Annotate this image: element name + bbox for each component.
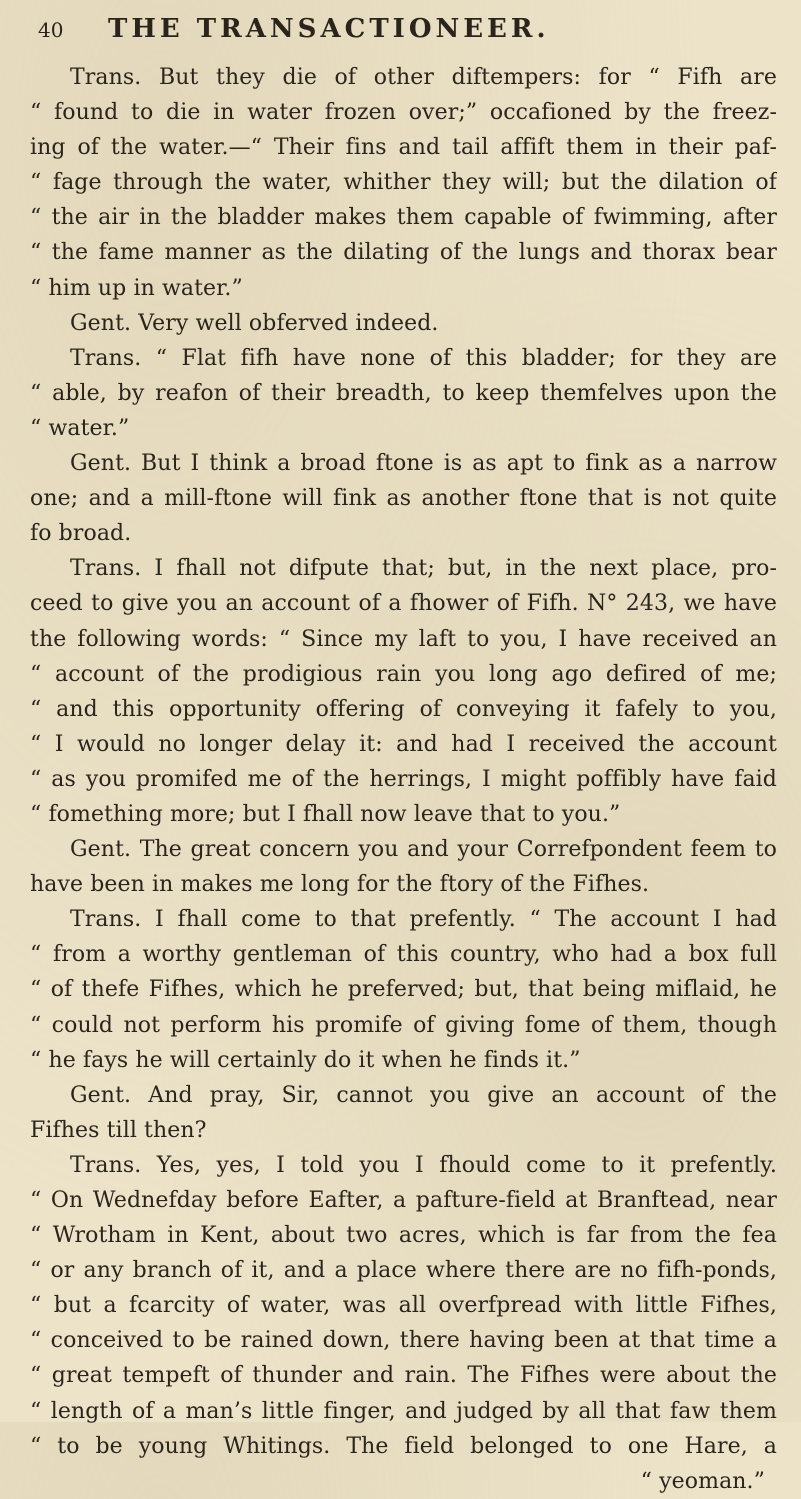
text-line: “ On Wednefday before Eafter, a pafture-field at Branftead, near <box>30 1188 777 1213</box>
text-line: “ I would no longer delay it: and had I received the account <box>30 731 777 757</box>
text-line: “ as you promifed me of the herrings, I might poffibly have faid <box>30 766 777 792</box>
text-line: “ found to die in water frozen over;” occafioned by the freez- <box>30 100 777 126</box>
text-line: “ great tempeft of thunder and rain. The Fifhes were about the <box>30 1363 777 1389</box>
text-line: “ the air in the bladder makes them capable of fwimming, after <box>30 205 777 231</box>
text-line: “ or any branch of it, and a place where there are no fifh-ponds, <box>30 1258 777 1284</box>
text-line: “ but a fcarcity of water, was all overfpread with little Fifhes, <box>30 1293 777 1319</box>
text-line: the following words: “ Since my laft to you, I have received an <box>30 626 777 652</box>
text-line: “ water.” <box>30 415 130 441</box>
text-line: “ conceived to be rained down, there having been at that time a <box>30 1328 777 1354</box>
text-line: Trans. I fhall not difpute that; but, in the next place, pro- <box>70 556 777 582</box>
text-line: Gent. Very well obferved indeed. <box>70 310 439 336</box>
text-line: “ the fame manner as the dilating of the lungs and thorax bear <box>30 240 777 266</box>
text-line: Trans. “ Flat fifh have none of this bladder; for they are <box>70 345 777 371</box>
text-line: “ length of a man’s little finger, and judged by all that faw them <box>30 1398 777 1424</box>
text-line: Trans. I fhall come to that prefently. “ The account I had <box>70 907 777 933</box>
page-number: 40 <box>38 18 64 42</box>
text-line: Trans. Yes, yes, I told you I fhould come to it prefently. <box>70 1152 777 1178</box>
text-line: Gent. The great concern you and your Correfpondent feem to <box>70 837 777 863</box>
text-line: Gent. And pray, Sir, cannot you give an account of the <box>70 1082 777 1108</box>
text-line: ceed to give you an account of a fhower of Fifh. N° 243, we have <box>30 591 777 617</box>
text-line: “ Wrotham in Kent, about two acres, which is far from the fea <box>30 1223 777 1249</box>
text-line: have been in makes me long for the ftory of the Fifhes. <box>30 872 650 898</box>
text-line: “ him up in water.” <box>30 275 243 301</box>
text-line: fo broad. <box>30 521 132 547</box>
text-line: “ he fays he will certainly do it when he finds it.” <box>30 1047 581 1073</box>
body-text <box>30 60 777 1499</box>
text-line: “ and this opportunity offering of conveying it fafely to you, <box>30 696 777 722</box>
text-line: one; and a mill-ftone will fink as another ftone that is not quite <box>30 486 777 512</box>
text-line: Trans. But they die of other diftempers: for “ Fifh are <box>70 65 777 90</box>
text-line: “ fage through the water, whither they will; but the dilation of <box>30 170 777 196</box>
text-line: “ account of the prodigious rain you long ago defired of me; <box>30 661 777 687</box>
text-line: “ yeoman.” <box>640 1468 765 1494</box>
text-line: “ from a worthy gentleman of this country, who had a box full <box>30 942 777 968</box>
text-line: ing of the water.—“ Their fins and tail affift them in their paf- <box>30 135 777 161</box>
page-header <box>30 14 777 54</box>
text-line: “ could not perform his promife of giving fome of them, though <box>30 1012 777 1038</box>
text-line: “ to be young Whitings. The field belonged to one Hare, a <box>30 1433 777 1459</box>
text-line: “ of thefe Fifhes, which he preferved; but, that being miflaid, he <box>30 977 777 1003</box>
text-line: “ fomething more; but I fhall now leave that to you.” <box>30 801 621 827</box>
text-line: “ able, by reafon of their breadth, to keep themfelves upon the <box>30 380 777 406</box>
running-head: THE TRANSACTIONEER. <box>108 14 550 44</box>
text-block <box>30 60 777 1499</box>
text-line: Gent. But I think a broad ftone is as apt to fink as a narrow <box>70 451 777 477</box>
text-line: Fifhes till then? <box>30 1117 207 1143</box>
